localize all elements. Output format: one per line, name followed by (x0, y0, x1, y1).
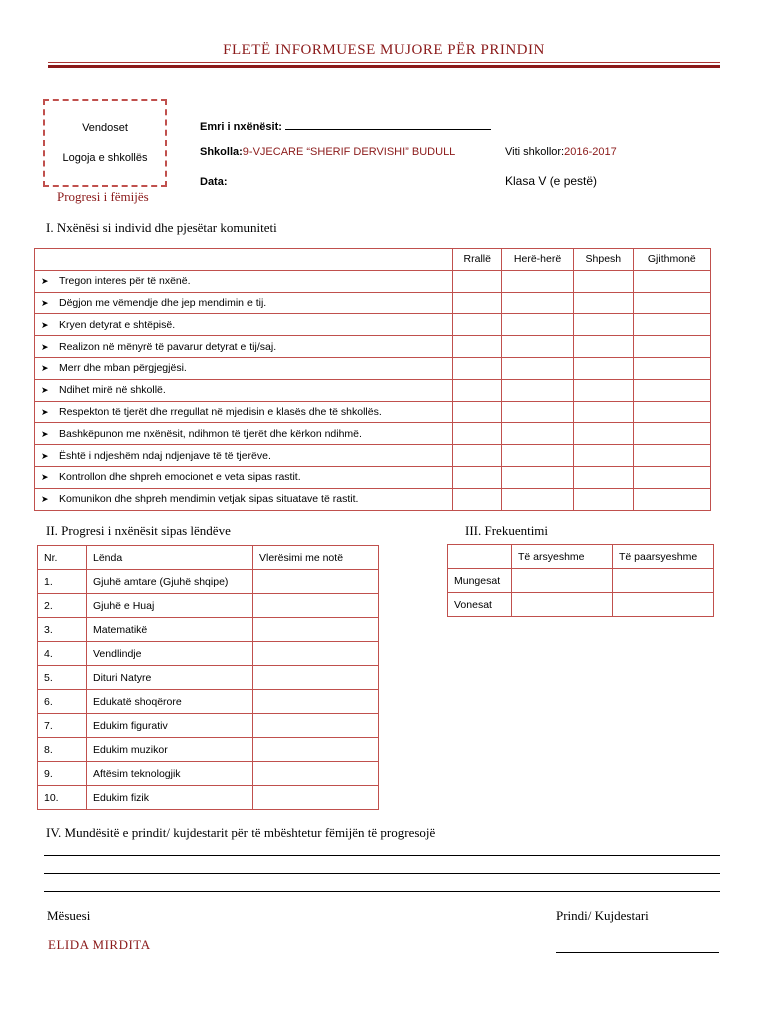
date-label: Data: (200, 176, 228, 188)
subject-name: Edukatë shoqërore (87, 690, 253, 714)
behavior-statement-text: Ndihet mirë në shkollë. (59, 384, 166, 397)
section-2-heading: II. Progresi i nxënësit sipas lëndëve (46, 523, 231, 538)
subject-row (38, 666, 379, 690)
behavior-statement-text: Dëgjon me vëmendje dhe jep mendimin e tij. (59, 296, 267, 309)
behavior-statement (35, 270, 453, 292)
rating-cell[interactable] (502, 466, 574, 488)
subject-number: 2. (38, 594, 87, 618)
behavior-statement-text: Kontrollon dhe shpreh emocionet e veta sipas rastit. (59, 471, 301, 484)
behavior-row (35, 401, 711, 423)
subject-row (38, 570, 379, 594)
rating-cell[interactable] (502, 401, 574, 423)
column-header-gjithmone: Gjithmonë (633, 249, 710, 271)
statement-column-header (35, 249, 453, 271)
attendance-label: Vonesat (448, 593, 512, 617)
subject-row (38, 690, 379, 714)
rating-cell[interactable] (574, 488, 634, 510)
rating-cell[interactable] (574, 423, 634, 445)
grade-cell[interactable] (253, 618, 379, 642)
rating-cell[interactable] (574, 270, 634, 292)
column-header-lenda: Lënda (87, 546, 253, 570)
subject-number: 4. (38, 642, 87, 666)
behavior-statement-text: Bashkëpunon me nxënësit, ndihmon të tjerët dhe kërkon ndihmë. (59, 427, 362, 440)
behavior-statement (35, 401, 453, 423)
attendance-header-row (448, 545, 714, 569)
rating-cell[interactable] (502, 423, 574, 445)
school-year-row (505, 146, 617, 158)
subject-number: 3. (38, 618, 87, 642)
rating-cell[interactable] (633, 357, 710, 379)
subjects-header-row (38, 546, 379, 570)
attendance-row (448, 569, 714, 593)
header-rule-thick (48, 65, 720, 68)
rating-cell[interactable] (453, 379, 502, 401)
column-header-te-paarsyeshme: Të paarsyeshme (613, 545, 714, 569)
attendance-corner-cell (448, 545, 512, 569)
rating-cell[interactable] (633, 292, 710, 314)
subject-row (38, 594, 379, 618)
rating-cell[interactable] (453, 423, 502, 445)
subject-name: Edukim muzikor (87, 738, 253, 762)
attendance-cell[interactable] (512, 593, 613, 617)
behavior-statement-text: Është i ndjeshëm ndaj ndjenjave të të tjerëve. (59, 449, 271, 462)
rating-cell[interactable] (502, 270, 574, 292)
school-label: Shkolla: (200, 146, 243, 158)
logo-placeholder (43, 99, 167, 187)
section-4-heading: IV. Mundësitë e prindit/ kujdestarit për të mbështetur fëmijën të progresojë (46, 825, 436, 840)
arrow-bullet-icon: ➤ (41, 472, 49, 483)
subject-row (38, 642, 379, 666)
subject-row (38, 738, 379, 762)
rating-cell[interactable] (633, 445, 710, 467)
behavior-statement (35, 488, 453, 510)
subject-name: Edukim figurativ (87, 714, 253, 738)
school-year-label: Viti shkollor: (505, 146, 565, 158)
subject-name: Gjuhë amtare (Gjuhë shqipe) (87, 570, 253, 594)
grade-cell[interactable] (253, 762, 379, 786)
school-row (200, 146, 455, 158)
logo-line-2: Logoja e shkollës (62, 152, 148, 164)
rating-cell[interactable] (633, 466, 710, 488)
behavior-row (35, 379, 711, 401)
arrow-bullet-icon: ➤ (41, 276, 49, 287)
rating-cell[interactable] (453, 445, 502, 467)
attendance-cell[interactable] (512, 569, 613, 593)
class-label: Klasa V (e pestë) (505, 174, 598, 188)
behavior-row (35, 292, 711, 314)
subject-name: Matematikë (87, 618, 253, 642)
subject-number: 5. (38, 666, 87, 690)
rating-cell[interactable] (574, 401, 634, 423)
behavior-row (35, 357, 711, 379)
behavior-statement-text: Respekton të tjerët dhe rregullat në mjedisin e klasës dhe të shkollës. (59, 405, 382, 418)
behavior-row (35, 423, 711, 445)
grade-cell[interactable] (253, 666, 379, 690)
grade-cell[interactable] (253, 570, 379, 594)
rating-cell[interactable] (633, 401, 710, 423)
column-header-rralle: Rrallë (453, 249, 502, 271)
support-line-2[interactable] (44, 873, 720, 874)
behavior-statement (35, 336, 453, 358)
rating-cell[interactable] (633, 336, 710, 358)
teacher-name: ELIDA MIRDITA (48, 937, 151, 952)
arrow-bullet-icon: ➤ (41, 385, 49, 396)
subject-row (38, 714, 379, 738)
subject-row (38, 762, 379, 786)
behavior-statement-text: Realizon në mënyrë të pavarur detyrat e tij/saj. (59, 340, 277, 353)
rating-cell[interactable] (502, 445, 574, 467)
behavior-statement-text: Tregon interes për të nxënë. (59, 275, 191, 288)
school-value: 9-VJECARE “SHERIF DERVISHI” BUDULL (242, 146, 456, 158)
attendance-label: Mungesat (448, 569, 512, 593)
behavior-statement (35, 445, 453, 467)
behavior-row (35, 488, 711, 510)
rating-cell[interactable] (453, 270, 502, 292)
grade-cell[interactable] (253, 594, 379, 618)
behavior-statement (35, 314, 453, 336)
behavior-row (35, 336, 711, 358)
school-year-value: 2016-2017 (564, 146, 617, 158)
rating-cell[interactable] (574, 445, 634, 467)
rating-cell[interactable] (633, 488, 710, 510)
support-line-3[interactable] (44, 891, 720, 892)
parent-label: Prindi/ Kujdestari (556, 908, 649, 923)
subject-name: Vendlindje (87, 642, 253, 666)
rating-cell[interactable] (502, 379, 574, 401)
attendance-table (447, 544, 714, 617)
rating-cell[interactable] (574, 314, 634, 336)
column-header-te-arsyeshme: Të arsyeshme (512, 545, 613, 569)
subject-name: Aftësim teknologjik (87, 762, 253, 786)
subject-number: 9. (38, 762, 87, 786)
date-row (200, 176, 228, 188)
subject-name: Edukim fizik (87, 786, 253, 810)
arrow-bullet-icon: ➤ (41, 494, 49, 505)
behavior-statement (35, 466, 453, 488)
subject-number: 8. (38, 738, 87, 762)
grade-cell[interactable] (253, 690, 379, 714)
behavior-header-row (35, 249, 711, 271)
behavior-statement (35, 379, 453, 401)
behavior-statement (35, 292, 453, 314)
student-name-field[interactable] (285, 119, 491, 130)
behavior-row (35, 270, 711, 292)
behavior-statement-text: Komunikon dhe shpreh mendimin vetjak sipas situatave të rastit. (59, 493, 359, 506)
arrow-bullet-icon: ➤ (41, 297, 49, 308)
subject-number: 10. (38, 786, 87, 810)
subject-name: Gjuhë e Huaj (87, 594, 253, 618)
rating-cell[interactable] (574, 379, 634, 401)
header-rule-thin (48, 62, 720, 63)
logo-line-1: Vendoset (82, 122, 128, 134)
rating-cell[interactable] (502, 488, 574, 510)
arrow-bullet-icon: ➤ (41, 319, 49, 330)
rating-cell[interactable] (453, 336, 502, 358)
rating-cell[interactable] (502, 357, 574, 379)
behavior-row (35, 466, 711, 488)
support-line-1[interactable] (44, 855, 720, 856)
grade-cell[interactable] (253, 786, 379, 810)
rating-cell[interactable] (633, 270, 710, 292)
behavior-statement (35, 357, 453, 379)
subject-number: 6. (38, 690, 87, 714)
rating-cell[interactable] (574, 357, 634, 379)
teacher-label: Mësuesi (47, 908, 91, 923)
rating-cell[interactable] (574, 336, 634, 358)
attendance-row (448, 593, 714, 617)
column-header-here-here: Herë-herë (502, 249, 574, 271)
form-title: FLETË INFORMUESE MUJORE PËR PRINDIN (223, 42, 545, 58)
behavior-row (35, 445, 711, 467)
behavior-table (34, 248, 711, 511)
behavior-row (35, 314, 711, 336)
subject-name: Dituri Natyre (87, 666, 253, 690)
arrow-bullet-icon: ➤ (41, 363, 49, 374)
subject-number: 1. (38, 570, 87, 594)
rating-cell[interactable] (453, 292, 502, 314)
arrow-bullet-icon: ➤ (41, 406, 49, 417)
behavior-statement-text: Kryen detyrat e shtëpisë. (59, 318, 176, 331)
rating-cell[interactable] (453, 466, 502, 488)
rating-cell[interactable] (453, 401, 502, 423)
behavior-statement (35, 423, 453, 445)
arrow-bullet-icon: ➤ (41, 450, 49, 461)
rating-cell[interactable] (453, 357, 502, 379)
rating-cell[interactable] (453, 488, 502, 510)
rating-cell[interactable] (633, 423, 710, 445)
rating-cell[interactable] (502, 314, 574, 336)
column-header-vleresimi: Vlerësimi me notë (253, 546, 379, 570)
subject-row (38, 618, 379, 642)
rating-cell[interactable] (453, 314, 502, 336)
parent-signature-line[interactable] (556, 952, 719, 953)
rating-cell[interactable] (574, 292, 634, 314)
section-1-heading: I. Nxënësi si individ dhe pjesëtar komuniteti (46, 220, 277, 235)
rating-cell[interactable] (574, 466, 634, 488)
progress-caption: Progresi i fëmijës (57, 189, 149, 204)
subject-number: 7. (38, 714, 87, 738)
attendance-cell[interactable] (613, 593, 714, 617)
section-3-heading: III. Frekuentimi (465, 523, 549, 538)
column-header-nr: Nr. (38, 546, 87, 570)
student-name-row (200, 119, 491, 133)
grade-cell[interactable] (253, 642, 379, 666)
student-name-label: Emri i nxënësit: (200, 121, 282, 133)
behavior-statement-text: Merr dhe mban përgjegjësi. (59, 362, 187, 375)
subjects-table (37, 545, 379, 810)
grade-cell[interactable] (253, 738, 379, 762)
subject-row (38, 786, 379, 810)
attendance-cell[interactable] (613, 569, 714, 593)
arrow-bullet-icon: ➤ (41, 428, 49, 439)
grade-cell[interactable] (253, 714, 379, 738)
rating-cell[interactable] (502, 292, 574, 314)
column-header-shpesh: Shpesh (574, 249, 634, 271)
rating-cell[interactable] (633, 314, 710, 336)
rating-cell[interactable] (502, 336, 574, 358)
rating-cell[interactable] (633, 379, 710, 401)
arrow-bullet-icon: ➤ (41, 341, 49, 352)
